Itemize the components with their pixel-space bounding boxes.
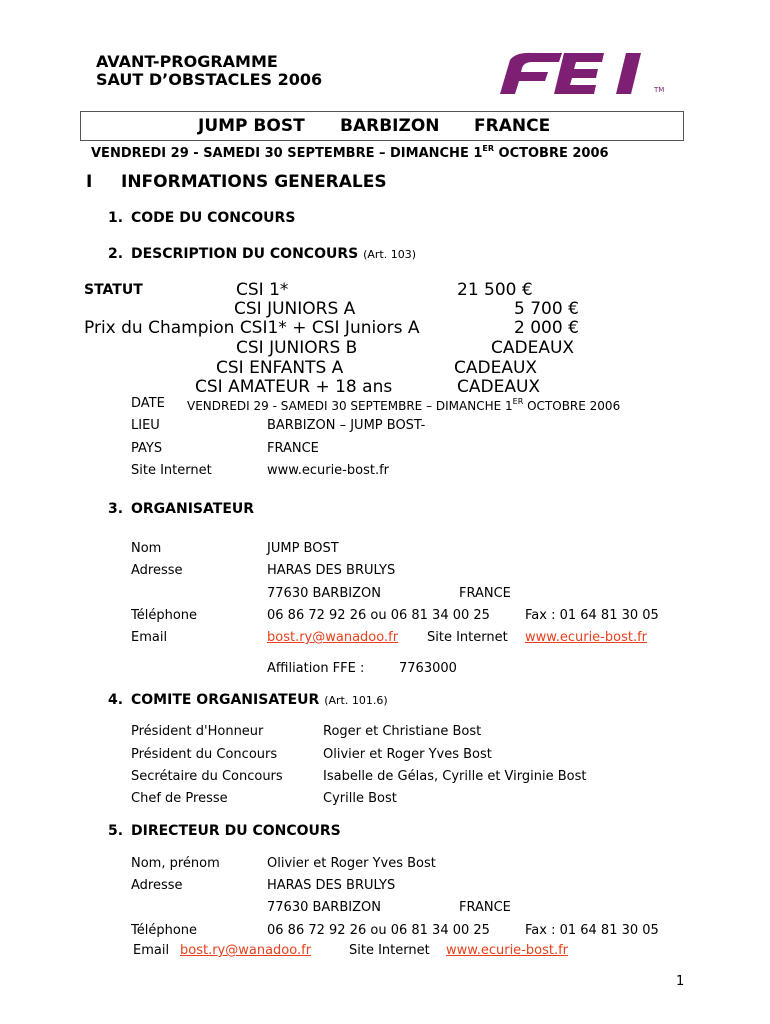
item-2-ref: (Art. 103) [363,248,417,261]
title-city: BARBIZON [340,116,440,136]
org-site-label: Site Internet [427,630,508,645]
date-label: DATE [131,396,165,411]
item-3-title: ORGANISATEUR [131,501,255,517]
dir-site-label: Site Internet [349,943,430,958]
statut-label: STATUT [84,282,143,298]
committee-role: Chef de Presse [131,791,228,806]
statut-prize-1: 21 500 € [457,280,533,300]
date-value-end: OCTOBRE 2006 [523,399,621,413]
org-nom-label: Nom [131,541,162,556]
title-event: JUMP BOST [198,116,305,136]
item-4-title [131,692,388,708]
item-4-number: 4. [108,692,124,708]
item-3-number: 3. [108,501,124,517]
dates-text-end: OCTOBRE 2006 [494,146,609,161]
header-line-2: SAUT D’OBSTACLES 2006 [96,70,323,89]
dir-tel-label: Téléphone [131,923,198,938]
committee-name: Roger et Christiane Bost [323,724,482,739]
statut-name-5: CSI ENFANTS A [216,358,344,378]
committee-role: Secrétaire du Concours [131,769,283,784]
dates-line [91,144,609,161]
item-5-number: 5. [108,823,124,839]
org-fax-value: Fax : 01 64 81 30 05 [525,608,659,623]
org-tel-value: 06 86 72 92 26 ou 06 81 34 00 25 [267,608,490,623]
item-2-title-text: DESCRIPTION DU CONCOURS [131,246,359,262]
dates-text: VENDREDI 29 - SAMEDI 30 SEPTEMBRE – DIMANCHE 1 [91,146,483,161]
dir-email-label: Email [133,943,170,958]
fei-logo-mark [498,50,668,98]
dir-adresse-city: 77630 BARBIZON [267,900,381,915]
affiliation-label: Affiliation FFE : [267,661,365,676]
site-label: Site Internet [131,463,212,478]
statut-name-4: CSI JUNIORS B [236,338,358,358]
page-number: 1 [676,974,685,989]
dir-adresse-country: FRANCE [459,900,511,915]
item-1-title: CODE DU CONCOURS [131,210,296,226]
logo-tm: TM [654,86,665,94]
dir-fax-value: Fax : 01 64 81 30 05 [525,923,659,938]
org-email-link[interactable]: bost.ry@wanadoo.fr [267,630,399,645]
fei-logo [498,50,668,98]
org-adresse-line1: HARAS DES BRULYS [267,563,396,578]
dir-email-link[interactable]: bost.ry@wanadoo.fr [180,943,312,958]
affiliation-value: 7763000 [399,661,457,676]
org-adresse-country: FRANCE [459,586,511,601]
statut-name-1: CSI 1* [236,280,289,300]
date-value-sup: ER [512,397,524,406]
statut-name-2: CSI JUNIORS A [234,299,356,319]
pays-value: FRANCE [267,441,319,456]
statut-prize-5: CADEAUX [454,358,538,378]
item-1-number: 1. [108,210,124,226]
item-4-ref: (Art. 101.6) [324,694,388,707]
statut-prize-6: CADEAUX [457,377,541,397]
lieu-label: LIEU [131,418,160,433]
statut-name-6: CSI AMATEUR + 18 ans [195,377,393,397]
org-adresse-city: 77630 BARBIZON [267,586,381,601]
statut-prize-2: 5 700 € [514,299,579,319]
item-2-number: 2. [108,246,124,262]
section-title: INFORMATIONS GENERALES [121,172,387,192]
statut-prize-3: 2 000 € [514,318,579,338]
pays-label: PAYS [131,441,163,456]
item-5-title: DIRECTEUR DU CONCOURS [131,823,341,839]
date-value [187,397,620,413]
committee-role: Président d'Honneur [131,724,264,739]
item-4-title-text: COMITE ORGANISATEUR [131,692,320,708]
committee-role: Président du Concours [131,747,278,762]
dir-nom-label: Nom, prénom [131,856,220,871]
statut-name-3: Prix du Champion CSI1* + CSI Juniors A [84,318,420,338]
dir-site-link[interactable]: www.ecurie-bost.fr [446,943,568,958]
committee-name: Cyrille Bost [323,791,397,806]
lieu-value: BARBIZON – JUMP BOST- [267,418,426,433]
org-tel-label: Téléphone [131,608,198,623]
header-line-1: AVANT-PROGRAMME [96,52,278,71]
committee-name: Isabelle de Gélas, Cyrille et Virginie Bost [323,769,587,784]
statut-prize-4: CADEAUX [491,338,575,358]
org-email-label: Email [131,630,168,645]
org-adresse-label: Adresse [131,563,183,578]
title-country: FRANCE [474,116,551,136]
dir-tel-value: 06 86 72 92 26 ou 06 81 34 00 25 [267,923,490,938]
org-nom-value: JUMP BOST [267,541,339,556]
section-number: I [86,172,93,192]
dates-sup: ER [482,144,495,153]
date-value-text: VENDREDI 29 - SAMEDI 30 SEPTEMBRE – DIMANCHE 1 [187,399,513,413]
item-2-title [131,246,416,262]
site-value: www.ecurie-bost.fr [267,463,389,478]
dir-nom-value: Olivier et Roger Yves Bost [267,856,436,871]
committee-name: Olivier et Roger Yves Bost [323,747,492,762]
dir-adresse-line1: HARAS DES BRULYS [267,878,396,893]
dir-adresse-label: Adresse [131,878,183,893]
org-site-link[interactable]: www.ecurie-bost.fr [525,630,647,645]
